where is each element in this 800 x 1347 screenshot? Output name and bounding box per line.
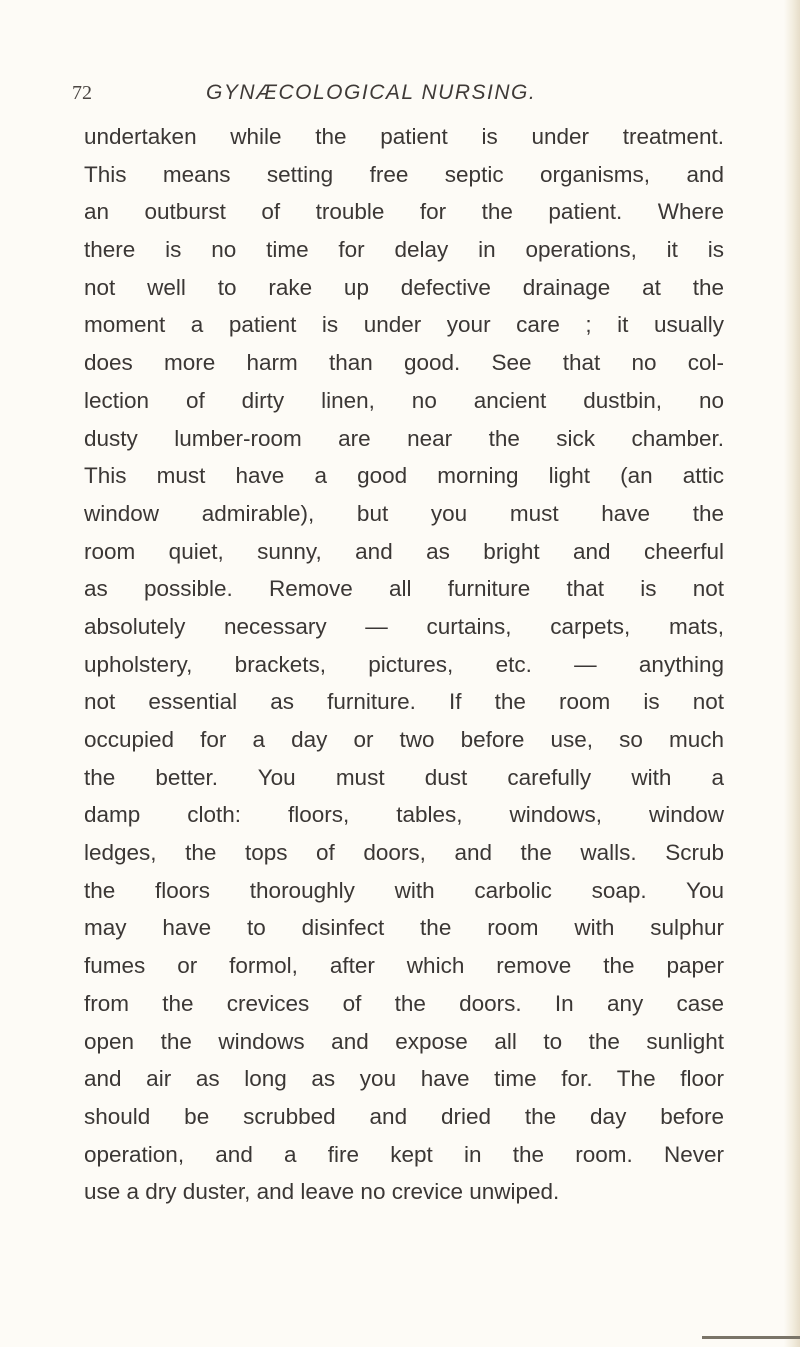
text-line: operation, and a fire kept in the room. Never (84, 1141, 724, 1167)
text-line: occupied for a day or two before use, so much (84, 727, 724, 752)
page-edge-rule (702, 1336, 800, 1339)
running-head (72, 78, 732, 108)
text-line: This must have a good morning light (an attic (84, 463, 724, 489)
text-line: ledges, the tops of doors, and the walls. Scrub (84, 840, 724, 866)
text-line: the floors thoroughly with carbolic soap. You (84, 877, 724, 903)
text-line: dusty lumber-room are near the sick chamber. (84, 425, 724, 451)
page-number: 72 (72, 82, 92, 104)
text-line: damp cloth: floors, tables, windows, window (84, 802, 724, 828)
text-line: fumes or formol, after which remove the paper (84, 953, 724, 979)
text-line: lection of dirty linen, no ancient dustbin, no (84, 387, 724, 413)
text-line: from the crevices of the doors. In any case (84, 990, 724, 1016)
text-line: as possible. Remove all furniture that is not (84, 576, 724, 602)
text-line: the better. You must dust carefully with a (84, 764, 724, 790)
text-line: may have to disinfect the room with sulphur (84, 915, 724, 941)
text-line: use a dry duster, and leave no crevice unwiped. (84, 1179, 560, 1205)
text-line: room quiet, sunny, and as bright and cheerful (84, 538, 724, 564)
text-line: an outburst of trouble for the patient. Where (84, 199, 724, 225)
text-line: moment a patient is under your care ; it usually (84, 312, 724, 338)
text-line: window admirable), but you must have the (84, 500, 724, 526)
text-line: and air as long as you have time for. The floor (84, 1066, 724, 1092)
text-line: undertaken while the patient is under treatment. (84, 124, 724, 149)
text-line: absolutely necessary — curtains, carpets, mats, (84, 613, 724, 639)
body-paragraph (84, 118, 724, 1211)
page-edge-shadow (784, 0, 800, 1347)
text-line: This means setting free septic organisms, and (84, 161, 724, 187)
text-line: does more harm than good. See that no col- (84, 350, 724, 376)
running-title: GYNÆCOLOGICAL NURSING. (206, 81, 537, 104)
text-line: open the windows and expose all to the sunlight (84, 1028, 724, 1054)
text-line: not well to rake up defective drainage at the (84, 274, 724, 300)
text-line: should be scrubbed and dried the day before (84, 1103, 724, 1129)
text-line: upholstery, brackets, pictures, etc. — anything (84, 651, 724, 677)
text-line: there is no time for delay in operations, it is (84, 237, 724, 263)
text-line: not essential as furniture. If the room is not (84, 689, 724, 715)
